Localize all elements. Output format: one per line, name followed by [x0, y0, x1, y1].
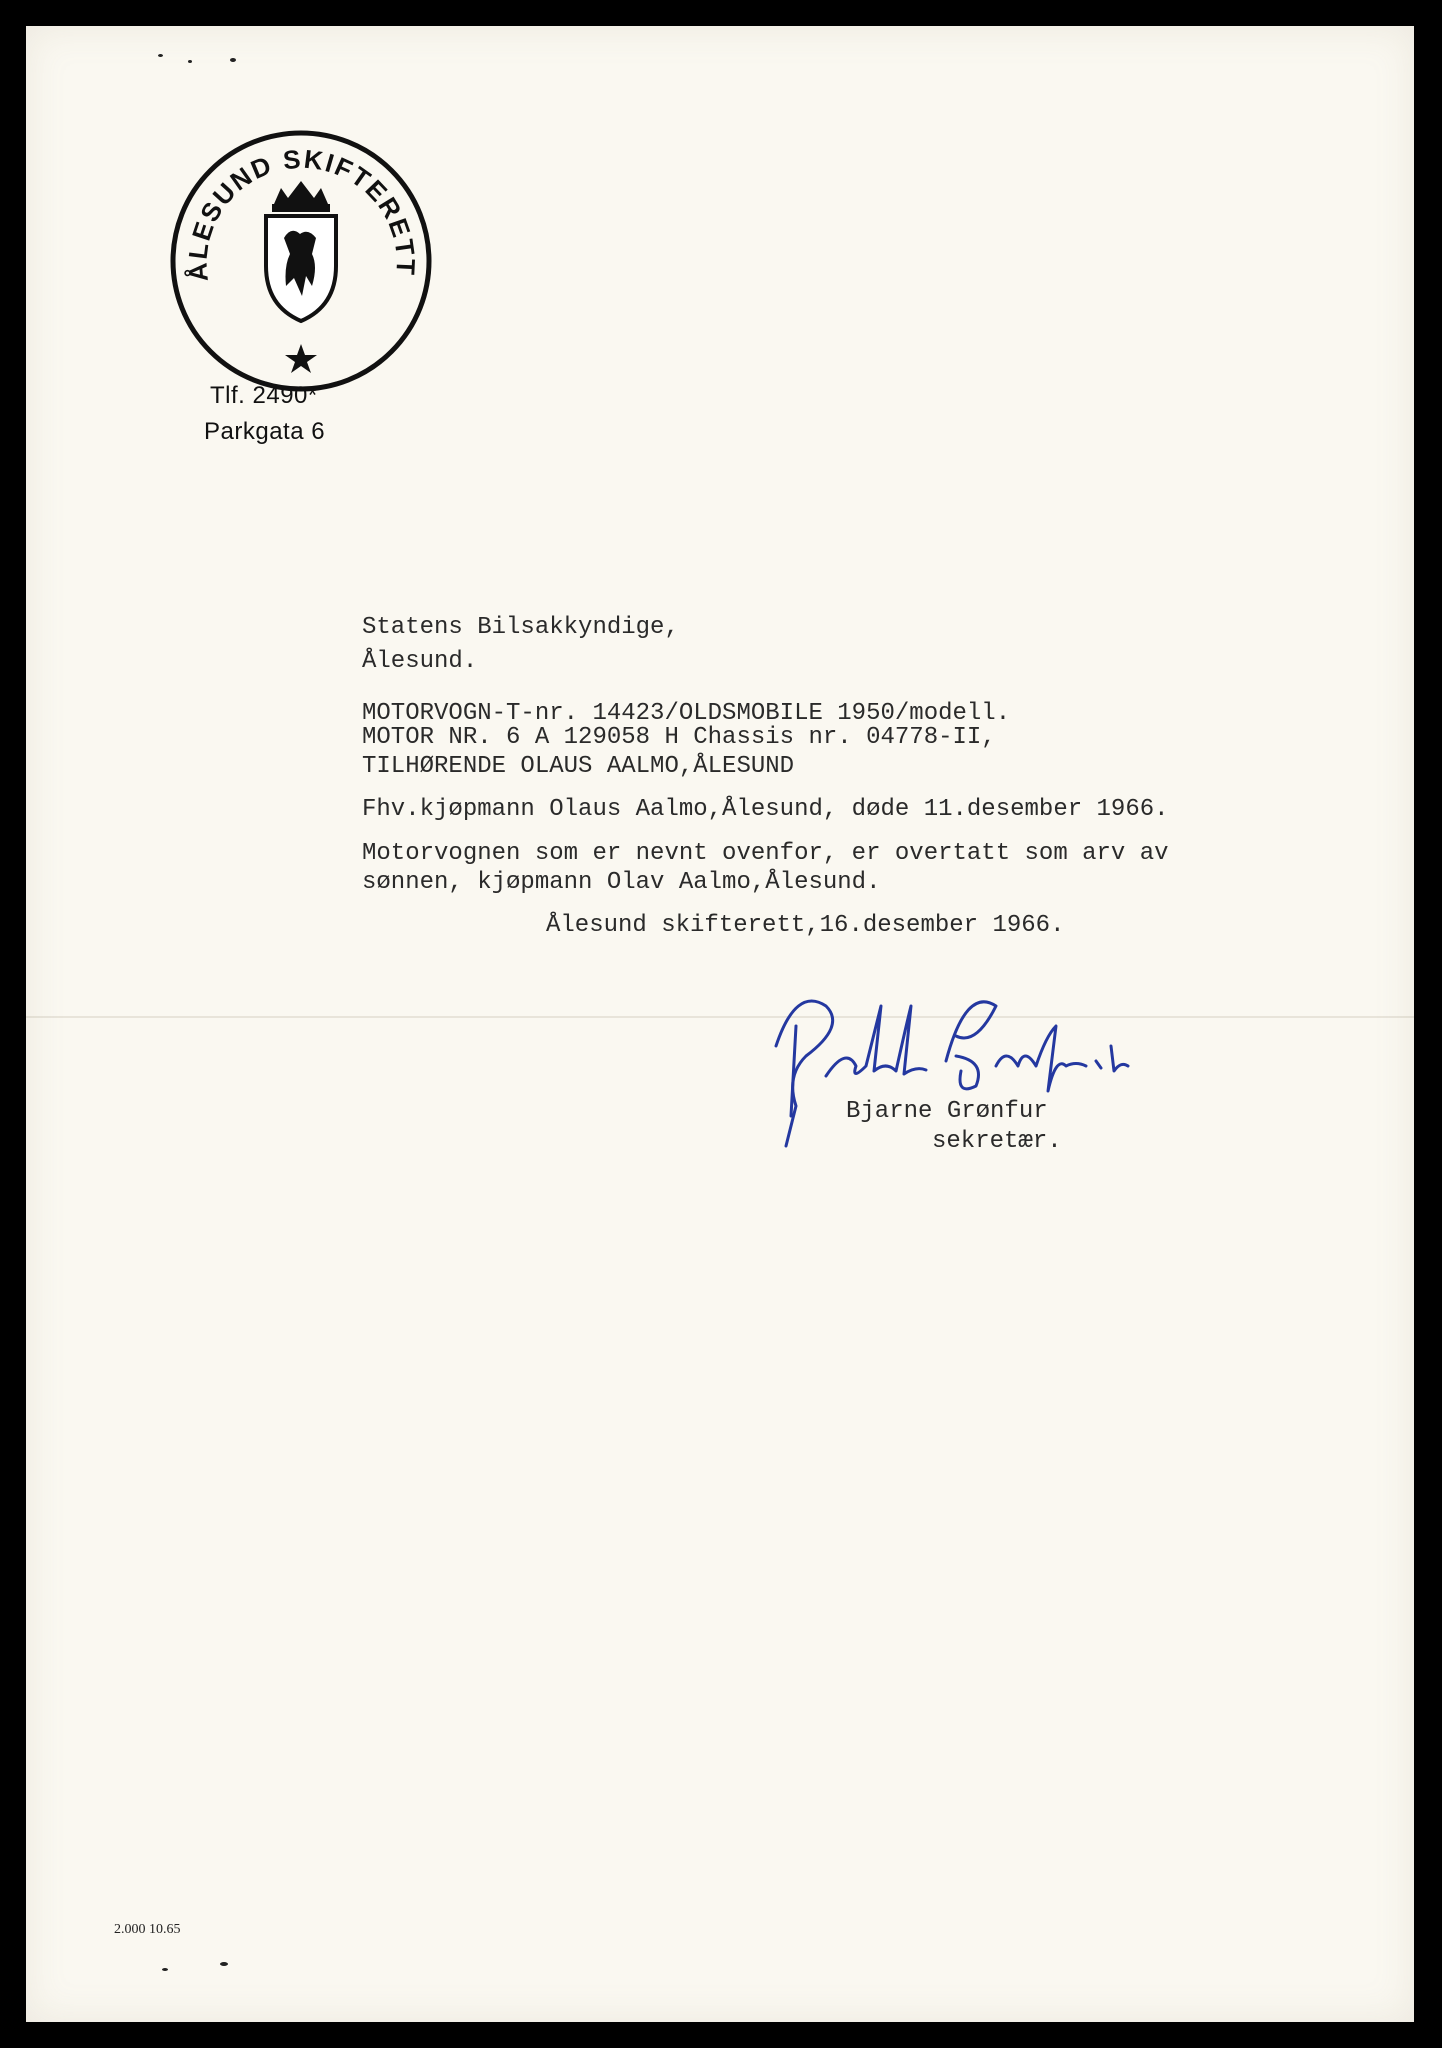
subject-line-2: MOTOR NR. 6 A 129058 H Chassis nr. 04778-II,	[362, 724, 996, 751]
paper-speck	[188, 60, 192, 63]
paper-speck	[158, 54, 163, 57]
signatory-name: Bjarne Grønfur	[846, 1098, 1048, 1125]
letterhead-address: Parkgata 6	[204, 418, 326, 445]
fold-line	[26, 1016, 1414, 1018]
recipient-line-1: Statens Bilsakkyndige,	[362, 614, 679, 641]
body-paragraph-1: Fhv.kjøpmann Olaus Aalmo,Ålesund, døde 11.desember 1966.	[362, 796, 1169, 823]
recipient-line-2: Ålesund.	[362, 648, 478, 675]
print-code: 2.000 10.65	[114, 1922, 181, 1937]
subject-line-3: TILHØRENDE OLAUS AALMO,ÅLESUND	[362, 753, 795, 780]
letterhead-phone: Tlf. 2490*	[210, 382, 318, 409]
court-seal-logo	[166, 126, 436, 396]
body-paragraph-2-line-2: sønnen, kjøpmann Olav Aalmo,Ålesund.	[362, 869, 881, 896]
paper-speck	[220, 1962, 228, 1966]
signatory-title: sekretær.	[932, 1128, 1062, 1155]
subject-line-1: MOTORVOGN-T-nr. 14423/OLDSMOBILE 1950/modell.	[362, 700, 1011, 727]
svg-text:ÅLESUND SKIFTERETT: ÅLESUND SKIFTERETT	[182, 143, 422, 283]
letter-page	[26, 26, 1414, 2022]
paper-speck	[162, 1968, 168, 1971]
paper-speck	[230, 58, 236, 62]
dateline: Ålesund skifterett,16.desember 1966.	[546, 912, 1065, 939]
body-paragraph-2-line-1: Motorvognen som er nevnt ovenfor, er overtatt som arv av	[362, 840, 1169, 867]
